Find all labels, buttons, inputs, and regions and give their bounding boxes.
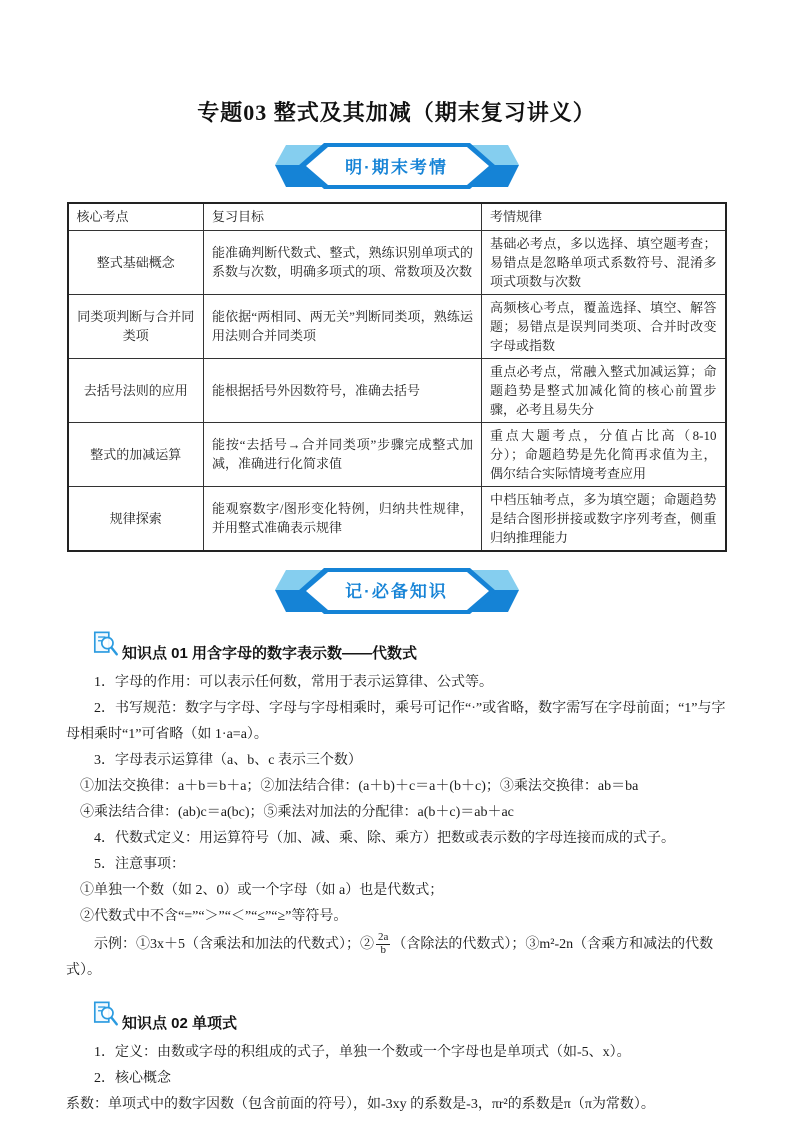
text-line: ①单独一个数（如 2、0）或一个字母（如 a）也是代数式； (80, 882, 444, 898)
cell-topic: 整式基础概念 (68, 230, 204, 294)
text-line: 1．字母的作用：可以表示任何数，常用于表示运算律、公式等。 (94, 674, 493, 690)
cell-pattern: 高频核心考点，覆盖选择、填空、解答题；易错点是误判同类项、合并时改变字母或指数 (482, 294, 726, 358)
cell-pattern: 重点大题考点，分值占比高（8-10 分）；命题趋势是先化简再求值为主，偶尔结合实际情境考查应用 (482, 422, 726, 486)
column-header-goal: 复习目标 (204, 203, 482, 230)
knowledge-point-title: 知识点 01 用含字母的数字表示数——代数式 (122, 644, 418, 662)
document-magnifier-icon (92, 630, 120, 664)
cell-goal: 能按“去括号→合并同类项”步骤完成整式加减，准确进行化简求值 (204, 422, 482, 486)
cell-topic: 整式的加减运算 (68, 422, 204, 486)
text-line: ②代数式中不含“=”“＞”“＜”“≤”“≥”等符号。 (80, 908, 348, 924)
banner-exam-label: 明·期末考情 (345, 157, 448, 177)
table-header-row (68, 203, 726, 230)
cell-goal: 能根据括号外因数符号，准确去括号 (204, 358, 482, 422)
knowledge-point-heading (92, 630, 727, 664)
text-line: 4．代数式定义：用运算符号（加、减、乘、除、乘方）把数或表示数的字母连接而成的式子。 (94, 830, 675, 846)
document-magnifier-icon (92, 1000, 120, 1034)
example-text-after: （含除法的代数式）；③m²-2n（含乘方和减法的代数式）。 (66, 936, 714, 978)
text-line: 2．核心概念 (94, 1070, 171, 1086)
section-banner-knowledge (272, 568, 522, 614)
cell-topic: 同类项判断与合并同类项 (68, 294, 204, 358)
cell-topic: 去括号法则的应用 (68, 358, 204, 422)
fraction-numerator: 2a (378, 931, 389, 944)
text-line: 1．定义：由数或字母的积组成的式子，单独一个数或一个字母也是单项式（如-5、x）。 (94, 1044, 631, 1060)
exam-overview-table (67, 202, 727, 552)
table-row (68, 294, 726, 358)
table-row (68, 486, 726, 551)
text-line: 3．字母表示运算律（a、b、c 表示三个数） (94, 752, 362, 768)
section-banner-exam (272, 143, 522, 189)
column-header-pattern: 考情规律 (482, 203, 726, 230)
knowledge-section-02 (66, 1000, 727, 1118)
cell-topic: 规律探索 (68, 486, 204, 551)
banner-knowledge-label: 记·必备知识 (345, 582, 448, 601)
cell-goal: 能准确判断代数式、整式，熟练识别单项式的系数与次数，明确多项式的项、常数项及次数 (204, 230, 482, 294)
table-row (68, 230, 726, 294)
text-line: 系数：单项式中的数字因数（包含前面的符号），如-3xy 的系数是-3，πr²的系数是π（π为常数）。 (66, 1096, 655, 1112)
cell-pattern: 重点必考点，常融入整式加减运算；命题趋势是整式加减化简的核心前置步骤，必考且易失分 (482, 358, 726, 422)
text-line: ④乘法结合律：(ab)c＝a(bc)；⑤乘法对加法的分配律：a(b＋c)＝ab＋ac (80, 804, 514, 820)
fraction (376, 932, 390, 956)
cell-goal: 能依据“两相同、两无关”判断同类项，熟练运用法则合并同类项 (204, 294, 482, 358)
knowledge-point-title: 知识点 02 单项式 (122, 1014, 238, 1032)
table-row (68, 358, 726, 422)
example-text-before: 示例：①3x＋5（含乘法和加法的代数式）；② (94, 936, 374, 952)
cell-goal: 能观察数字/图形变化特例，归纳共性规律，并用整式准确表示规律 (204, 486, 482, 551)
table-row (68, 422, 726, 486)
page-title: 专题03 整式及其加减（期末复习讲义） (197, 100, 596, 125)
knowledge-point-heading (92, 1000, 727, 1034)
fraction-denominator: b (380, 943, 386, 956)
text-line: 5．注意事项： (94, 856, 185, 872)
cell-pattern: 基础必考点，多以选择、填空题考查；易错点是忽略单项式系数符号、混淆多项式项数与次数 (482, 230, 726, 294)
column-header-topic: 核心考点 (68, 203, 204, 230)
text-line: ①加法交换律：a＋b＝b＋a；②加法结合律：(a＋b)＋c＝a＋(b＋c)；③乘法交换律：ab＝ba (80, 778, 639, 794)
text-line: 2．书写规范：数字与字母、字母与字母相乘时，乘号可记作“·”或省略，数字需写在字母前面；“1”与字母相乘时“1”可省略（如 1·a=a）。 (66, 700, 726, 742)
example-line (66, 932, 727, 984)
knowledge-section-01 (66, 630, 727, 984)
cell-pattern: 中档压轴考点，多为填空题；命题趋势是结合图形拼接或数字序列考查，侧重归纳推理能力 (482, 486, 726, 551)
